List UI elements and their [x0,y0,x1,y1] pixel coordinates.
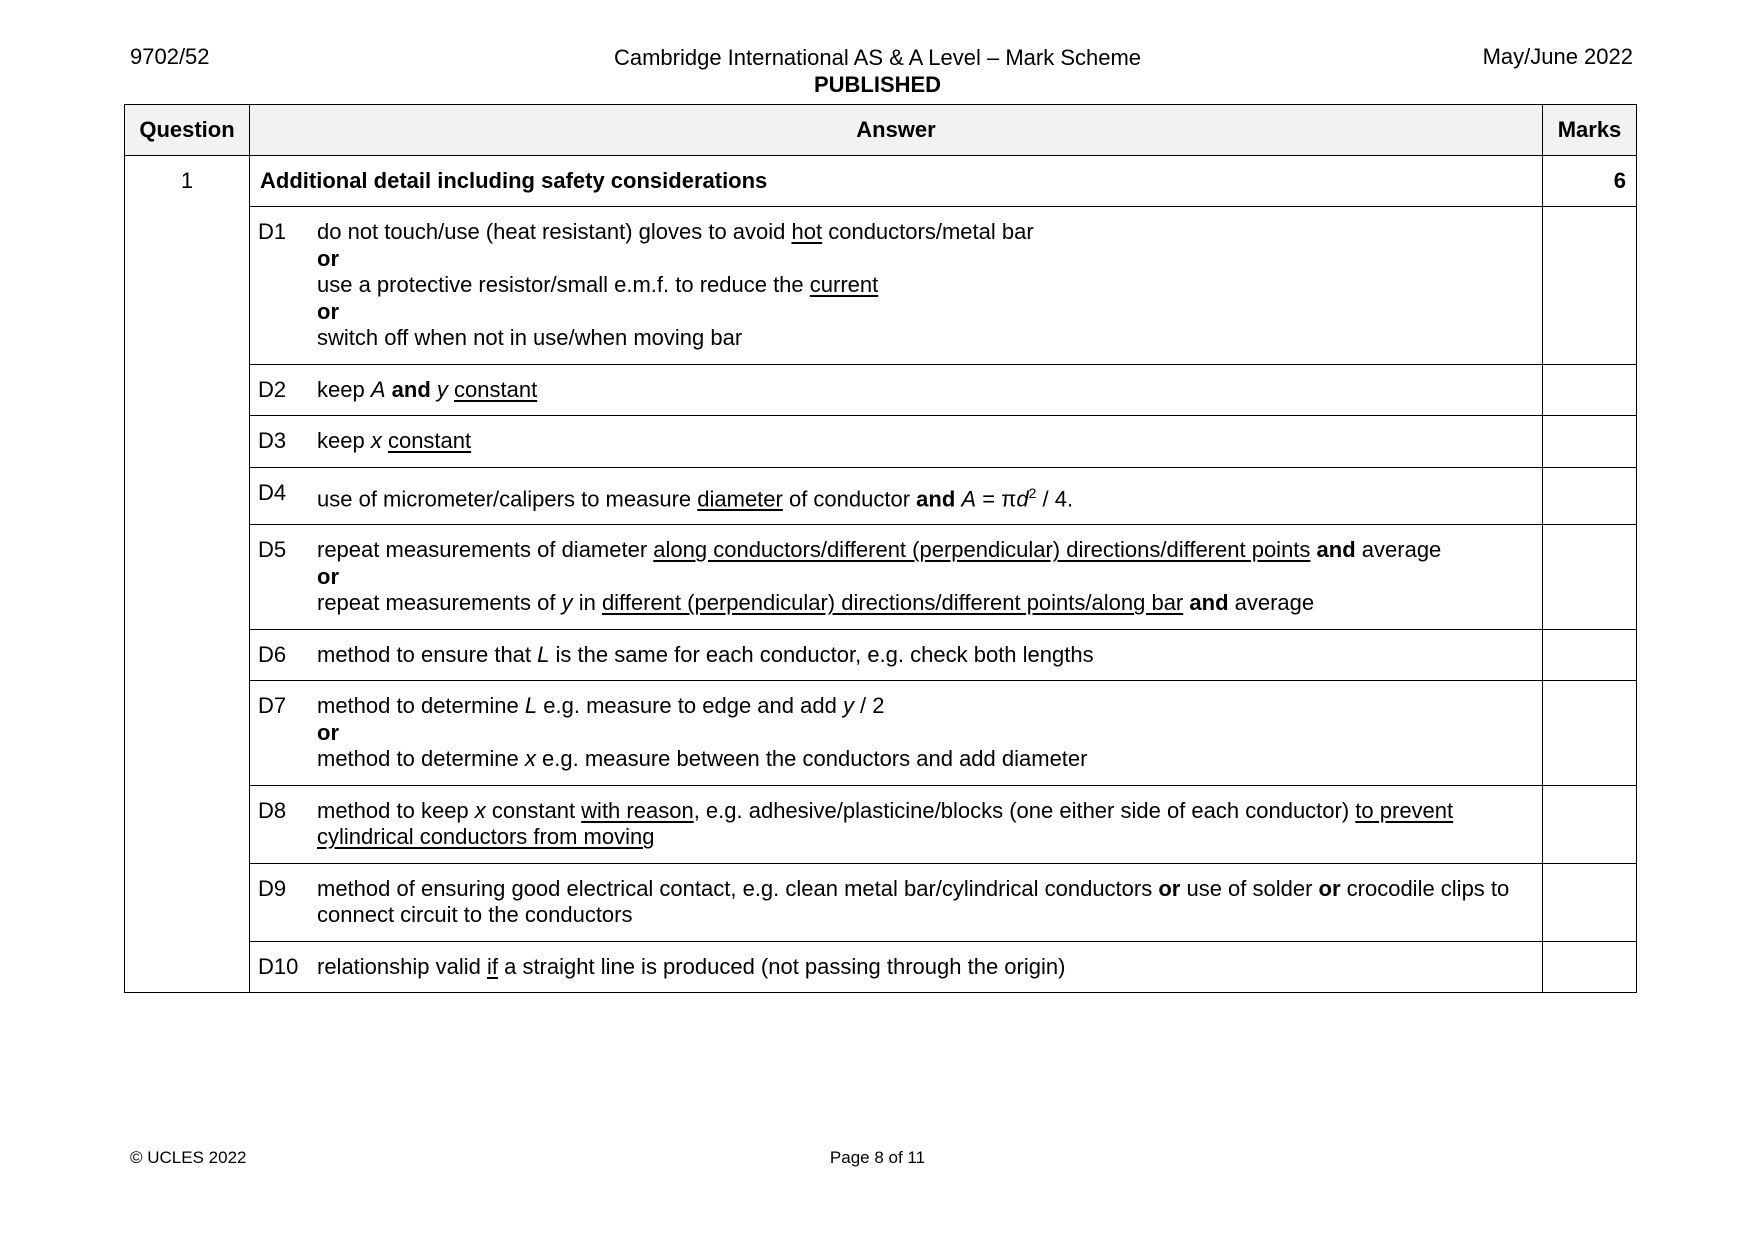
point-line: use of micrometer/calipers to measure diameter of conductor and $A = \pi d^2 / 4$. [317,484,1074,511]
paper-code: 9702/52 [130,44,210,69]
answer-point-d5 [250,525,1543,630]
point-line: method of ensuring good electrical contact, e.g. clean metal bar/cylindrical conductors or use of solder or crocodile clips to connect circuit to the conductors [317,875,1510,928]
page-number: Page 8 of 11 [829,1148,926,1167]
point-code: D6 [258,641,287,667]
table-row [125,785,1637,863]
point-line: use a protective resistor/small e.m.f. to reduce the current [317,272,879,297]
marks-cell [1543,863,1637,941]
table-row [125,525,1637,630]
marks-cell [1543,364,1637,416]
answer-point-d3 [250,416,1543,468]
point-code: D7 [258,693,287,719]
marks-cell [1543,629,1637,681]
answer-point-d1 [250,207,1543,365]
point-code: D10 [258,953,299,979]
or-connector: or [317,719,339,745]
point-line: repeat measurements of diameter along conductors/different (perpendicular) directions/different points and average [317,537,1442,563]
marks-cell [1543,416,1637,468]
point-text [317,219,1532,352]
table-row [125,467,1637,525]
table-row [125,681,1637,786]
topic-heading: Additional detail including safety considerations [250,156,1543,207]
table-header-row [125,105,1637,156]
marks-cell [1543,785,1637,863]
or-connector: or [317,245,339,271]
marks-cell [1543,941,1637,993]
question-number: 1 [125,156,250,993]
point-code: D4 [258,479,287,505]
point-line: keep A and y constant [317,376,538,402]
point-text [317,537,1532,617]
point-code: D9 [258,875,287,901]
or-connector: or [317,563,339,589]
answer-point-d4 [250,467,1543,525]
answer-point-d9 [250,863,1543,941]
marks-cell [1543,467,1637,525]
answer-point-d6 [250,629,1543,681]
point-code: D5 [258,537,287,563]
answer-point-d7 [250,681,1543,786]
table-row [125,207,1637,365]
table-row [125,416,1637,468]
point-line: keep x constant [317,428,472,453]
exam-session: May/June 2022 [1482,44,1633,69]
mark-scheme-table [124,104,1637,993]
answer-point-d10 [250,941,1543,993]
point-code: D8 [258,797,287,823]
marks-cell [1543,681,1637,786]
table-row [125,364,1637,416]
question-column-header: Question [125,105,250,156]
topic-marks: 6 [1543,156,1637,207]
point-line: relationship valid if a straight line is produced (not passing through the origin) [317,953,1066,979]
marks-column-header: Marks [1543,105,1637,156]
point-line: method to keep x constant with reason, e.g. adhesive/plasticine/blocks (one either side of each conductor) to prevent cylindrical conductors from moving [317,797,1454,850]
point-text [317,693,1532,773]
topic-row [125,156,1637,207]
point-code: D1 [258,219,287,244]
point-code: D3 [258,428,287,453]
marks-cell [1543,207,1637,365]
point-line: do not touch/use (heat resistant) gloves to avoid hot conductors/metal bar [317,219,1034,244]
title-text: Cambridge International AS & A Level – Mark Scheme [613,45,1142,70]
answer-point-d2 [250,364,1543,416]
point-line: method to determine x e.g. measure between the conductors and add diameter [317,746,1088,772]
point-line: method to determine L e.g. measure to edge and add y / 2 [317,693,885,719]
answer-column-header: Answer [250,105,1543,156]
point-line: switch off when not in use/when moving bar [317,325,743,350]
table-row [125,629,1637,681]
table-row [125,863,1637,941]
table-row [125,941,1637,993]
point-line: method to ensure that L is the same for each conductor, e.g. check both lengths [317,641,1094,667]
or-connector: or [317,298,339,324]
point-code: D2 [258,376,287,402]
point-line: repeat measurements of y in different (perpendicular) directions/different points/along bar and average [317,590,1315,616]
copyright-notice: © UCLES 2022 [130,1148,247,1167]
answer-point-d8 [250,785,1543,863]
marks-cell [1543,525,1637,630]
published-label: PUBLISHED [813,72,942,97]
